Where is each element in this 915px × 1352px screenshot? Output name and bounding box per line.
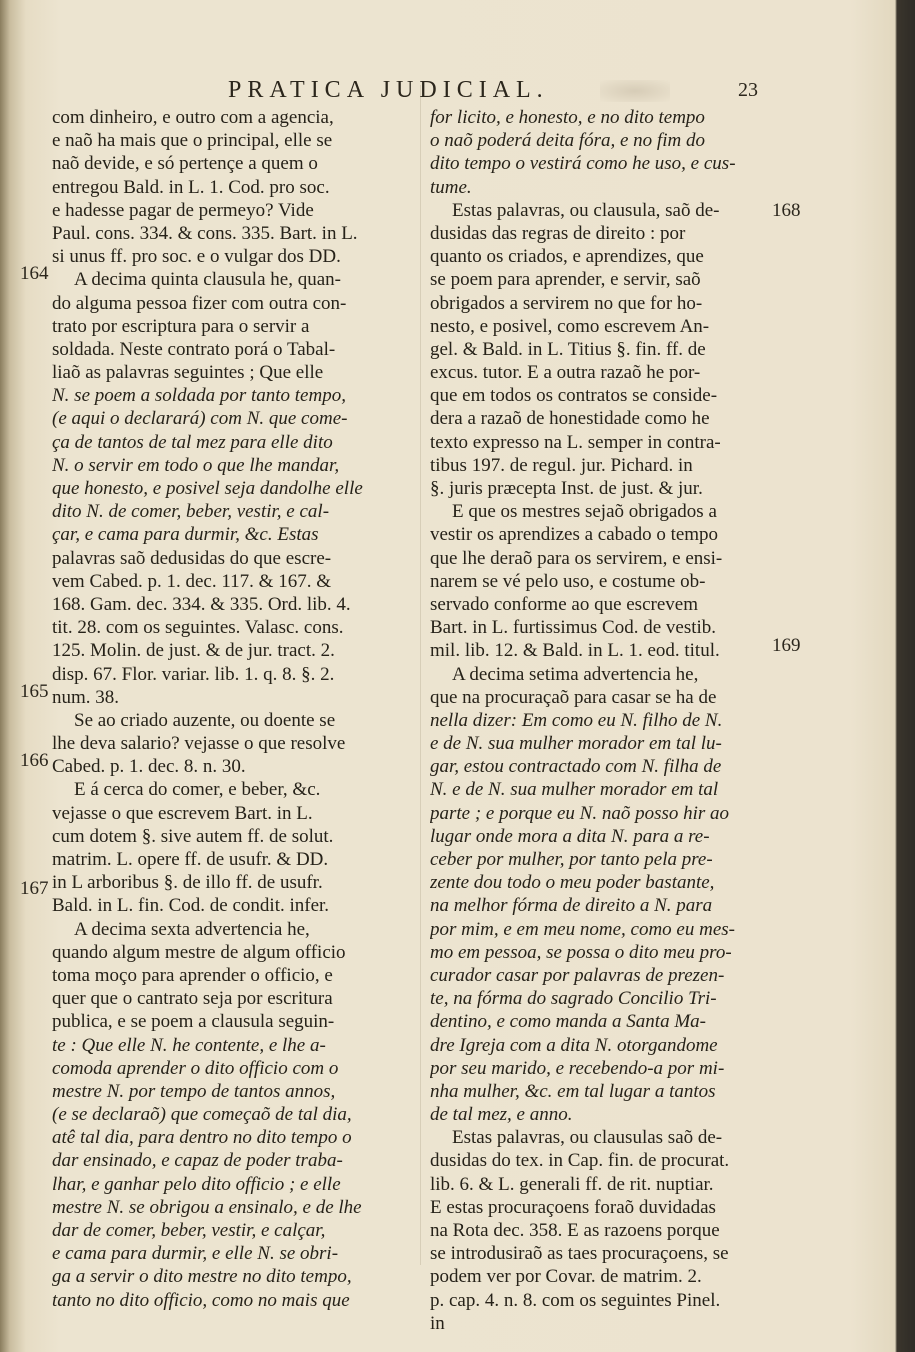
right-column-line: nella dizer: Em como eu N. filho de N. — [430, 709, 723, 731]
left-column-line: çar, e cama para durmir, &c. Estas — [52, 524, 319, 546]
right-column-line: narem se vé pelo uso, e costume ob- — [430, 570, 706, 592]
left-column-line: com dinheiro, e outro com a agencia, — [52, 107, 334, 128]
right-column-line: dre Igreja com a dita N. otorgandome — [430, 1034, 718, 1056]
right-column-line: for licito, e honesto, e no dito tempo — [430, 107, 705, 128]
left-column-line: tit. 28. com os seguintes. Valasc. cons. — [52, 617, 344, 639]
left-column-line: atê tal dia, para dentro no dito tempo o — [52, 1127, 352, 1149]
left-column-line: (e aqui o declarará) com N. que come- — [52, 408, 348, 430]
left-column-line: N. o servir em todo o que lhe mandar, — [52, 454, 340, 476]
left-column-line: 125. Molin. de just. & de jur. tract. 2. — [52, 640, 335, 662]
left-column-line: palavras saõ dedusidas do que escre- — [52, 547, 332, 569]
right-column-line: servado conforme ao que escrevem — [430, 593, 698, 615]
margin-number-165: 165 — [20, 681, 49, 702]
page-number: 23 — [738, 79, 758, 101]
right-column-line: parte ; e porque eu N. naõ posso hir ao — [430, 802, 730, 824]
left-column-line: Se ao criado auzente, ou doente se — [74, 709, 336, 731]
left-column-line: naõ devide, e só pertençe a quem o — [52, 153, 318, 175]
left-column-line: A decima quinta clausula he, quan- — [74, 269, 341, 291]
right-column-line: e de N. sua mulher morador em tal lu- — [430, 733, 722, 755]
left-column-line: toma moço para aprender o officio, e — [52, 964, 333, 986]
right-column-line: se poem para aprender, e servir, saõ — [430, 269, 701, 291]
left-column-line: do alguma pessoa fizer com outra con- — [52, 292, 347, 314]
left-column-line: te : Que elle N. he contente, e lhe a- — [52, 1034, 326, 1056]
column-divider — [420, 85, 421, 1265]
page-header — [0, 75, 915, 109]
right-column-line: que na procuraçaõ para casar se ha de — [430, 686, 717, 708]
left-column-line: ga a servir o dito mestre no dito tempo, — [52, 1266, 352, 1288]
left-column-line: que honesto, e posivel seja dandolhe elle — [52, 478, 363, 499]
margin-number-164: 164 — [20, 263, 49, 284]
right-column-line: por seu marido, e recebendo-a por mi- — [430, 1057, 725, 1079]
right-column-line: quanto os criados, e aprendizes, que — [430, 246, 704, 268]
right-column-line: in — [430, 1312, 445, 1334]
right-column-line: dusidas das regras de direito : por — [430, 222, 686, 244]
right-column-line: mil. lib. 12. & Bald. in L. 1. eod. titul. — [430, 640, 720, 662]
left-column-line: matrim. L. opere ff. de usufr. & DD. — [52, 849, 329, 870]
right-column-line: vestir os aprendizes a cabado o tempo — [430, 524, 719, 546]
right-column-line: se introdusiraõ as taes procuraçoens, se — [430, 1243, 729, 1265]
right-column-line: A decima setima advertencia he, — [452, 663, 699, 685]
left-column-line: publica, e se poem a clausula seguin- — [52, 1011, 335, 1033]
left-column-line: N. se poem a soldada por tanto tempo, — [52, 385, 346, 407]
right-column-line: nesto, e posivel, como escrevem An- — [430, 315, 710, 337]
margin-number-167: 167 — [20, 878, 49, 899]
left-column-line: Bald. in L. fin. Cod. de condit. infer. — [52, 895, 330, 917]
right-column-line: lugar onde mora a dita N. para a re- — [430, 825, 710, 847]
right-column-line: te, na fórma do sagrado Concilio Tri- — [430, 988, 717, 1010]
left-column-line: lhar, e ganhar pelo dito officio ; e elle — [52, 1173, 341, 1195]
right-column-line: gar, estou contractado com N. filha de — [430, 756, 722, 778]
left-column-line: Cabed. p. 1. dec. 8. n. 30. — [52, 756, 246, 778]
right-column-line: de tal mez, e anno. — [430, 1104, 573, 1126]
right-column-line: E estas procuraçoens foraõ duvidadas — [430, 1196, 716, 1218]
right-column-line: dera a razaõ de honestidade como he — [430, 408, 710, 430]
left-column-line: si unus ff. pro soc. e o vulgar dos DD. — [52, 246, 341, 268]
margin-number-166: 166 — [20, 750, 49, 771]
right-column-line: tibus 197. de regul. jur. Pichard. in — [430, 454, 693, 476]
right-column-line: obrigados a servirem no que for ho- — [430, 292, 703, 314]
left-column-line: ça de tantos de tal mez para elle dito — [52, 431, 333, 453]
right-column-line: zente dou todo o meu poder bastante, — [430, 872, 715, 894]
right-column-line: o naõ poderá deita fóra, e no fim do — [430, 130, 705, 152]
right-column-line: N. e de N. sua mulher morador em tal — [430, 779, 719, 801]
right-column-line: dito tempo o vestirá como he uso, e cus- — [430, 153, 736, 175]
right-column-line: lib. 6. & L. generali ff. de rit. nuptiar. — [430, 1173, 714, 1195]
right-column-line: na melhor fórma de direito a N. para — [430, 895, 713, 917]
margin-number-169: 169 — [772, 635, 801, 656]
left-column-line: liaõ as palavras seguintes ; Que elle — [52, 362, 324, 384]
left-column-line: vem Cabed. p. 1. dec. 117. & 167. & — [52, 570, 331, 592]
right-column-line: dentino, e como manda a Santa Ma- — [430, 1011, 706, 1033]
right-column-line: Estas palavras, ou clausula, saõ de- — [452, 199, 720, 221]
right-column-line: excus. tutor. E a outra razaõ he por- — [430, 362, 701, 384]
left-column-line: mestre N. se obrigou a ensinalo, e de lhe — [52, 1196, 362, 1218]
right-column-line: nha mulher, &c. em tal lugar a tantos — [430, 1080, 716, 1102]
left-column-line: Paul. cons. 334. & cons. 335. Bart. in L. — [52, 222, 358, 244]
right-column-line: Bart. in L. furtissimus Cod. de vestib. — [430, 617, 717, 639]
left-column-line: entregou Bald. in L. 1. Cod. pro soc. — [52, 176, 330, 198]
left-column-line: e naõ ha mais que o principal, elle se — [52, 130, 333, 152]
left-column-line: (e se declaraõ) que começaõ de tal dia, — [52, 1104, 352, 1126]
left-column-line: mestre N. por tempo de tantos annos, — [52, 1080, 336, 1102]
right-text-column — [430, 106, 768, 1335]
margin-number-168: 168 — [772, 200, 801, 221]
left-text-column — [52, 106, 407, 1312]
left-column-line: num. 38. — [52, 686, 120, 708]
right-column-line: que em todos os contratos se conside- — [430, 385, 718, 407]
left-column-line: e cama para durmir, e elle N. se obri- — [52, 1243, 339, 1265]
left-column-line: trato por escriptura para o servir a — [52, 315, 310, 337]
right-column-line: mo em pessoa, se possa o dito meu pro- — [430, 941, 732, 963]
right-column-line: E que os mestres sejaõ obrigados a — [452, 501, 717, 523]
right-column-line: gel. & Bald. in L. Titius §. fin. ff. de — [430, 338, 706, 360]
running-title: PRATICA JUDICIAL. — [228, 77, 549, 103]
right-column-line: na Rota dec. 358. E as razoens porque — [430, 1220, 720, 1241]
right-column-line: tume. — [430, 176, 472, 198]
left-column-line: e hadesse pagar de permeyo? Vide — [52, 199, 314, 221]
left-column-line: E á cerca do comer, e beber, &c. — [74, 779, 321, 801]
right-column-line: dusidas do tex. in Cap. fin. de procurat. — [430, 1150, 730, 1172]
right-column-line: curador casar por palavras de prezen- — [430, 964, 725, 986]
left-column-line: lhe deva salario? vejasse o que resolve — [52, 733, 346, 755]
right-column-line: ceber por mulher, por tanto pela pre- — [430, 849, 713, 870]
left-column-line: A decima sexta advertencia he, — [74, 918, 310, 940]
left-column-line: disp. 67. Flor. variar. lib. 1. q. 8. §. 2. — [52, 663, 335, 685]
left-column-line: quando algum mestre de algum officio — [52, 941, 346, 963]
right-column-line: Estas palavras, ou clausulas saõ de- — [452, 1127, 723, 1149]
left-column-line: comoda aprender o dito officio com o — [52, 1057, 339, 1079]
left-column-line: dito N. de comer, beber, vestir, e cal- — [52, 501, 330, 523]
left-column-line: tanto no dito officio, como no mais que — [52, 1289, 350, 1311]
right-column-line: texto expresso na L. semper in contra- — [430, 431, 721, 453]
left-column-line: dar de comer, beber, vestir, e calçar, — [52, 1220, 326, 1241]
right-column-line: que lhe deraõ para os servirem, e ensi- — [430, 547, 723, 569]
right-column-line: por mim, e em meu nome, como eu mes- — [430, 918, 735, 940]
right-column-line: p. cap. 4. n. 8. com os seguintes Pinel. — [430, 1289, 721, 1311]
right-column-line: podem ver por Covar. de matrim. 2. — [430, 1266, 702, 1288]
left-column-line: dar ensinado, e capaz de poder traba- — [52, 1150, 343, 1172]
left-column-line: vejasse o que escrevem Bart. in L. — [52, 802, 313, 824]
left-column-line: soldada. Neste contrato porá o Tabal- — [52, 338, 336, 360]
left-column-line: quer que o cantrato seja por escritura — [52, 988, 333, 1010]
left-column-line: 168. Gam. dec. 334. & 335. Ord. lib. 4. — [52, 593, 351, 615]
left-column-line: in L arboribus §. de illo ff. de usufr. — [52, 872, 323, 894]
right-column-line: §. juris præcepta Inst. de just. & jur. — [430, 478, 703, 499]
left-column-line: cum dotem §. sive autem ff. de solut. — [52, 825, 334, 847]
